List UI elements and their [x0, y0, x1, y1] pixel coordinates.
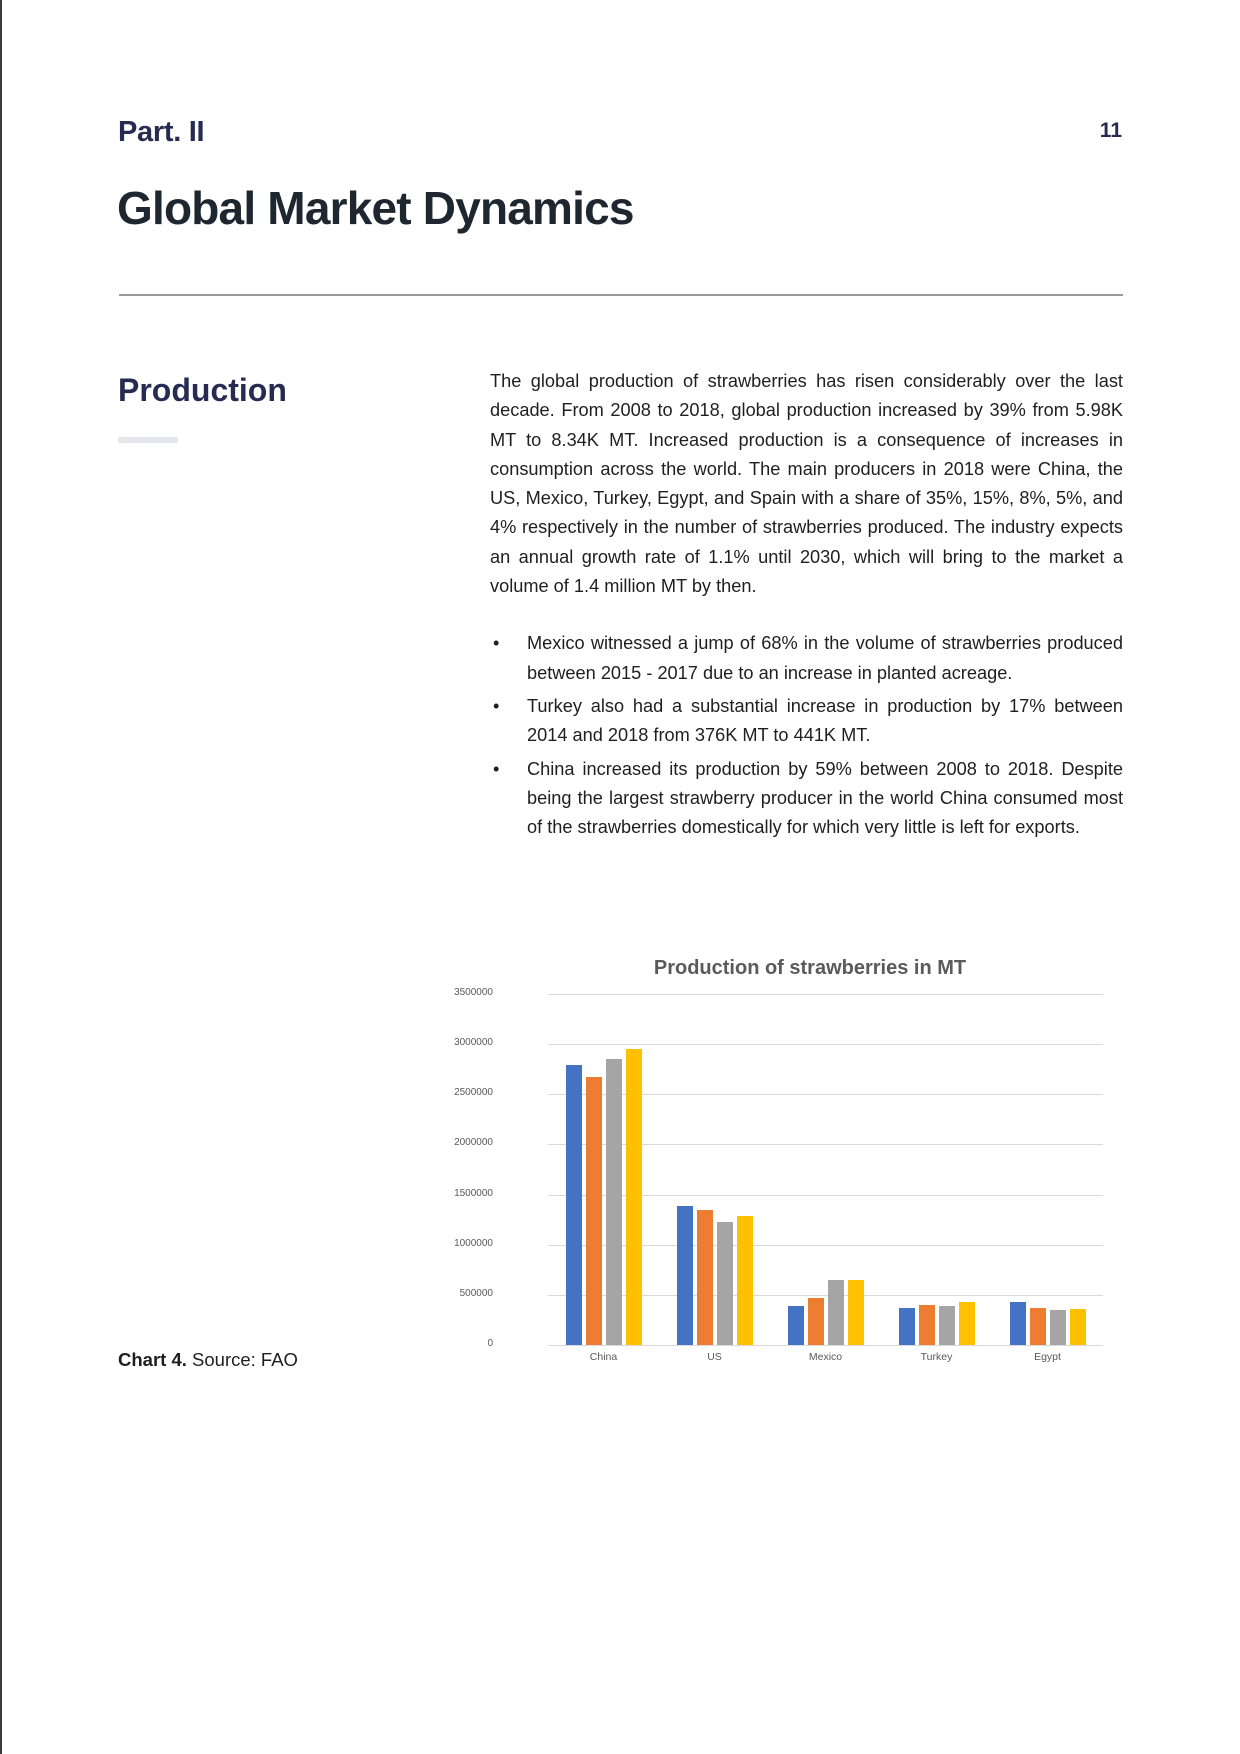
bullet-item	[490, 629, 1123, 688]
chart-plot-area	[454, 987, 1103, 1363]
bar-china-series-3	[606, 1059, 622, 1345]
bullet-text: China increased its production by 59% between 2008 to 2018. Despite being the largest strawberry producer in the world China consumed most of the strawberries domestically for which very little is left for exports.	[527, 758, 1123, 838]
bullet-text: Mexico witnessed a jump of 68% in the volume of strawberries produced between 2015 - 2017 due to an increase in planted acreage.	[527, 633, 1123, 683]
bar-china-series-4	[626, 1049, 642, 1345]
bar-mexico-series-4	[848, 1280, 864, 1345]
y-axis-tick-label: 3500000	[454, 987, 493, 998]
bar-china-series-1	[566, 1065, 582, 1345]
part-label: Part. II	[118, 116, 205, 148]
bar-us-series-4	[737, 1216, 753, 1345]
bar-egypt-series-1	[1010, 1302, 1026, 1345]
bar-egypt-series-4	[1070, 1309, 1086, 1345]
bullet-item	[490, 755, 1123, 843]
bar-china-series-2	[586, 1077, 602, 1345]
bullet-item	[490, 692, 1123, 751]
bar-turkey-series-1	[899, 1308, 915, 1345]
bar-egypt-series-2	[1030, 1308, 1046, 1345]
bar-turkey-series-4	[959, 1302, 975, 1345]
intro-paragraph: The global production of strawberries has risen considerably over the last decade. From 2008 to 2018, global production increased by 39% from 5.98K MT to 8.34K MT. Increased production is a consequence of increases in consumption across the world. The main producers in 2018 were China, the US, Mexico, Turkey, Egypt, and Spain with a share of 35%, 15%, 8%, 5%, and 4% respectively in the number of strawberries produced. The industry expects an annual growth rate of 1.1% until 2030, which will bring to the market a volume of 1.4 million MT by then.	[490, 371, 1123, 597]
chart-title: Production of strawberries in MT	[653, 957, 967, 979]
production-bar-chart	[454, 945, 1140, 1385]
x-axis-tick-label: US	[707, 1351, 722, 1363]
y-axis-tick-label: 1000000	[454, 1237, 493, 1249]
section-title: Production	[118, 372, 287, 408]
bar-turkey-series-3	[939, 1306, 955, 1345]
x-axis-tick-label: Mexico	[808, 1351, 843, 1363]
bullet-dot-icon: •	[493, 695, 500, 716]
y-axis-tick-label: 1500000	[454, 1187, 493, 1199]
y-axis-tick-label: 2000000	[454, 1137, 493, 1149]
chart-caption-label: Chart 4.	[118, 1349, 187, 1370]
page-title: Global Market Dynamics	[117, 182, 634, 234]
bar-mexico-series-2	[808, 1298, 824, 1345]
bar-egypt-series-3	[1050, 1310, 1066, 1345]
section-accent-bar	[118, 437, 178, 443]
chart-caption-source: Source: FAO	[186, 1349, 298, 1370]
y-axis-tick-label: 500000	[459, 1287, 493, 1299]
bar-mexico-series-1	[788, 1306, 804, 1345]
bar-turkey-series-2	[919, 1305, 935, 1345]
bullet-list	[490, 629, 1123, 842]
gridline	[548, 1044, 1103, 1045]
bar-us-series-3	[717, 1222, 733, 1345]
y-axis-tick-label: 2500000	[454, 1087, 493, 1099]
page-number: 11	[1099, 119, 1122, 142]
chart-caption	[118, 1347, 298, 1373]
bar-us-series-1	[677, 1206, 693, 1345]
gridline	[548, 1345, 1103, 1346]
y-axis-tick-label: 0	[487, 1338, 493, 1349]
y-axis-tick-label: 3000000	[454, 1037, 493, 1049]
bar-us-series-2	[697, 1210, 713, 1345]
body-text-column	[490, 367, 1123, 846]
page-edge	[0, 0, 2, 1754]
bar-mexico-series-3	[828, 1280, 844, 1345]
x-axis-tick-label: China	[589, 1351, 618, 1363]
x-axis-tick-label: Turkey	[920, 1351, 953, 1363]
header-divider	[119, 294, 1123, 296]
x-axis-tick-label: Egypt	[1034, 1351, 1061, 1363]
gridline	[548, 994, 1103, 995]
bullet-dot-icon: •	[493, 758, 500, 779]
bullet-dot-icon: •	[493, 633, 500, 654]
bullet-text: Turkey also had a substantial increase in production by 17% between 2014 and 2018 from 376K MT to 441K MT.	[527, 695, 1123, 746]
